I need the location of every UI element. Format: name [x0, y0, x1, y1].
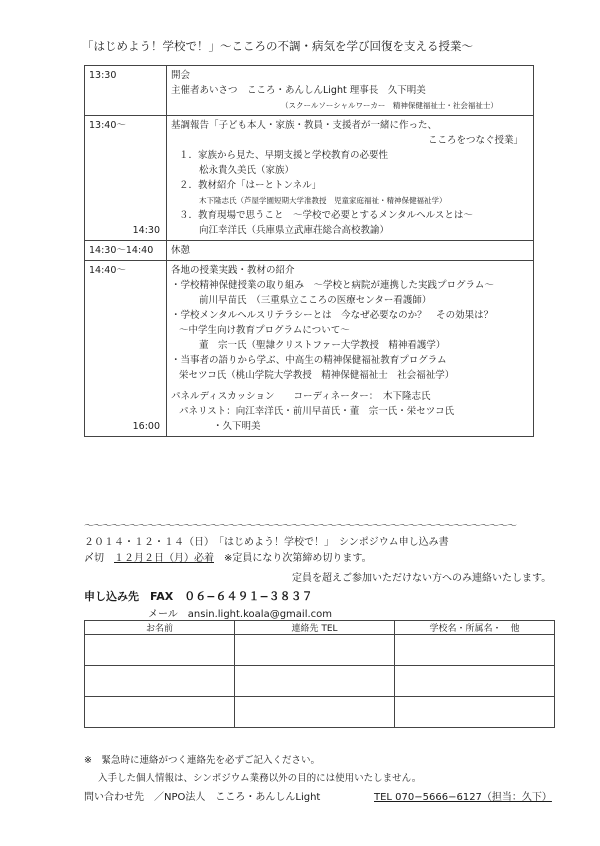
- name-field[interactable]: [85, 635, 235, 666]
- schedule-line: こころをつなぐ授業」: [427, 135, 523, 146]
- schedule-content: [167, 116, 534, 241]
- schedule-line: （スクールソーシャルワーカー 精神保健福祉士・社会福祉士）: [281, 101, 498, 110]
- program-schedule-table: [84, 65, 534, 437]
- schedule-content: [167, 241, 534, 261]
- schedule-time: [85, 261, 167, 437]
- schedule-line: パネリスト：向江幸洋氏・前川早苗氏・董 宗一氏・栄セツコ氏: [179, 406, 455, 417]
- column-header-name: お名前: [85, 621, 235, 635]
- tel-field[interactable]: [235, 635, 395, 666]
- contact-info: [84, 788, 564, 803]
- privacy-note: 入手した個人情報は、シンポジウム業務以外の目的には使用いたしません。: [98, 773, 422, 784]
- schedule-line: 董 宗一氏（聖隷クリストファー大学教授 精神看護学）: [199, 340, 446, 351]
- schedule-line: ・学校メンタルヘルスリテラシーとは 今なぜ必要なのか？ その効果は？: [171, 310, 494, 321]
- deadline-prefix: 〆切: [84, 553, 114, 564]
- schedule-line: ・学校精神保健授業の取り組み 〜学校と病院が連携した実践プログラム〜: [171, 280, 494, 291]
- schedule-line: ２．教材紹介「はーとトンネル」: [179, 180, 322, 191]
- wave-separator: 〜〜〜〜〜〜〜〜〜〜〜〜〜〜〜〜〜〜〜〜〜〜〜〜〜〜〜〜〜〜〜〜〜〜〜〜〜〜〜〜〜〜〜〜〜〜〜〜: [84, 521, 516, 532]
- schedule-line: 木下隆志氏（芦屋学園短期大学准教授 児童家庭福祉・精神保健福祉学）: [199, 196, 447, 205]
- contact-phone: TEL 070−5666−6127（担当：久下）: [374, 792, 552, 803]
- schedule-line: 向江幸洋氏（兵庫県立武庫荘総合高校教諭）: [199, 225, 390, 236]
- tel-field[interactable]: [235, 697, 395, 728]
- schedule-line: 栄セツコ氏（桃山学院大学教授 精神保健福祉士 社会福祉学）: [179, 370, 455, 381]
- schedule-line: パネルディスカッション コーディネーター： 木下隆志氏: [171, 391, 431, 402]
- tel-field[interactable]: [235, 666, 395, 697]
- schedule-line: ３．教育現場で思うこと 〜学校で必要とするメンタルヘルスとは〜: [179, 210, 473, 221]
- deadline-note: ※定員になり次第締め切ります。: [224, 553, 372, 564]
- schedule-line: 松永貴久美氏（家族）: [199, 165, 295, 176]
- deadline: [84, 549, 372, 564]
- schedule-line: １．家族から見た、早期支援と学校教育の必要性: [179, 150, 389, 161]
- schedule-line: 休憩: [171, 245, 191, 256]
- schedule-end-time: 16:00: [132, 421, 160, 432]
- schedule-line: 前川早苗氏 （三重県立こころの医療センター看護師）: [199, 295, 432, 306]
- application-form-table: [84, 620, 555, 728]
- contact-organization: 問い合わせ先 ／NPO法人 こころ・あんしんLight: [84, 792, 321, 803]
- schedule-line: 各地の授業実践・教材の紹介: [171, 265, 295, 276]
- schedule-line: 開会: [171, 70, 191, 81]
- form-row: [85, 635, 555, 666]
- schedule-time: [85, 116, 167, 241]
- schedule-row-keynote: [85, 116, 534, 241]
- column-header-school: 学校名・所属名・ 他: [395, 621, 555, 635]
- schedule-end-time: 14:30: [132, 225, 160, 236]
- emergency-contact-note: ※ 緊急時に連絡がつく連絡先を必ずご記入ください。: [84, 755, 320, 766]
- schedule-row-opening: [85, 66, 534, 116]
- schedule-line: 主催者あいさつ こころ・あんしんLight 理事長 久下明美: [171, 85, 426, 96]
- schedule-time: 13:30: [85, 66, 167, 116]
- name-field[interactable]: [85, 666, 235, 697]
- schedule-start-time: 13:40〜: [89, 120, 126, 131]
- schedule-line: ・当事者の語りから学ぶ、中高生の精神保健福祉教育プログラム: [171, 355, 447, 366]
- school-field[interactable]: [395, 635, 555, 666]
- fax-number: 申し込み先 FAX ０６−６４９１−３８３７: [84, 590, 313, 603]
- deadline-date: １２月２日（月）必着: [114, 553, 214, 564]
- schedule-line: ・久下明美: [213, 421, 261, 432]
- column-header-tel: 連絡先 TEL: [235, 621, 395, 635]
- email-address: メール ansin.light.koala@gmail.com: [148, 609, 333, 620]
- schedule-row-practices: [85, 261, 534, 437]
- schedule-time: 14:30〜14:40: [85, 241, 167, 261]
- form-row: [85, 666, 555, 697]
- application-heading: ２０１４・１２・１４（日） 「はじめよう！学校で！」 シンポジウム申し込み書: [84, 537, 449, 548]
- schedule-start-time: 14:40〜: [89, 265, 126, 276]
- schedule-content: [167, 66, 534, 116]
- capacity-note: 定員を超えご参加いただけない方へのみ連絡いたします。: [292, 573, 552, 584]
- page-title: 「はじめよう！学校で！」〜こころの不調・病気を学び回復を支える授業〜: [82, 39, 473, 53]
- name-field[interactable]: [85, 697, 235, 728]
- school-field[interactable]: [395, 666, 555, 697]
- schedule-line: 基調報告「子ども本人・家族・教員・支援者が一緒に作った、: [171, 120, 438, 131]
- schedule-content: [167, 261, 534, 437]
- schedule-line: 〜中学生向け教育プログラムについて〜: [179, 325, 350, 336]
- school-field[interactable]: [395, 697, 555, 728]
- form-header-row: [85, 621, 555, 635]
- schedule-row-break: [85, 241, 534, 261]
- form-row: [85, 697, 555, 728]
